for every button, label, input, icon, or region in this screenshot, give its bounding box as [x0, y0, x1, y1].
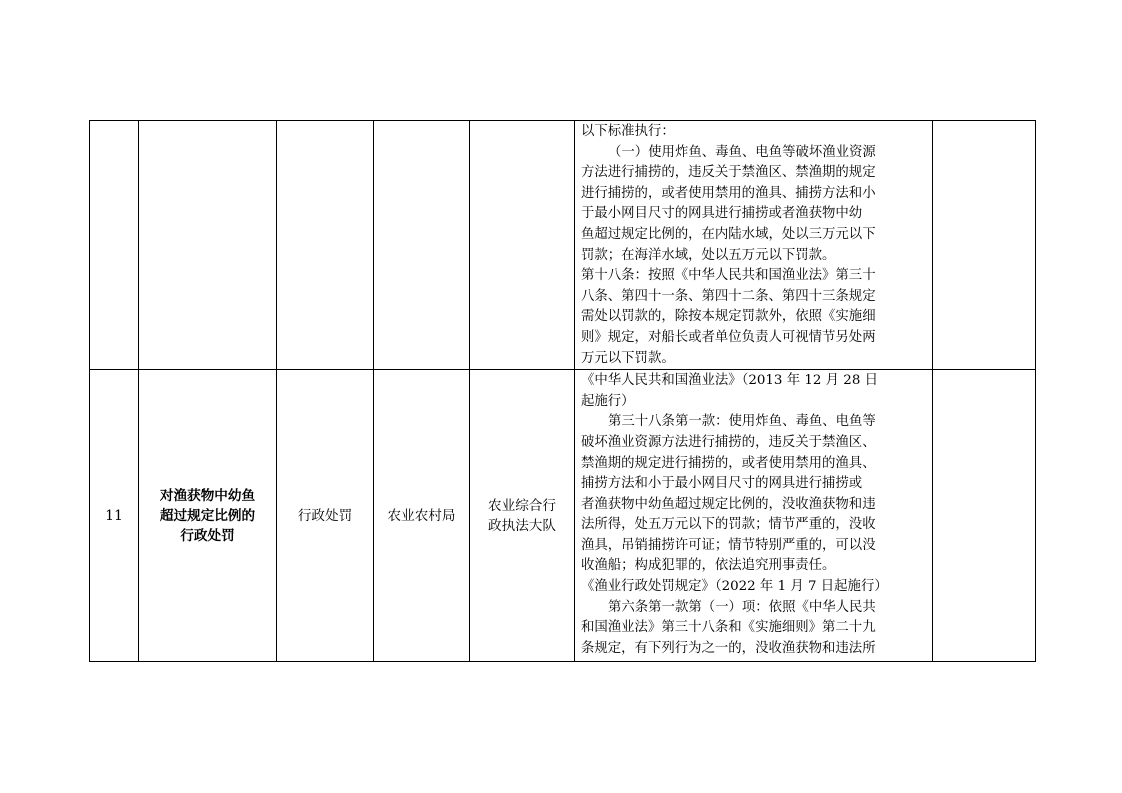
legal-basis-line: 第十八条：按照《中华人民共和国渔业法》第三十	[581, 268, 876, 284]
legal-basis-line: 第六条第一款第（一）项：依照《中华人民共	[608, 599, 876, 615]
legal-basis-line: 《渔业行政处罚规定》（2022 年 1 月 7 日起施行）	[581, 579, 888, 595]
legal-basis-line: 渔具，吊销捕捞许可证；情节特别严重的，可以没	[581, 537, 876, 553]
legal-basis-line: 于最小网目尺寸的网具进行捕捞或者渔获物中幼	[581, 206, 863, 222]
executor-line: 农业综合行	[488, 497, 556, 514]
legal-basis-line: 捕捞方法和小于最小网目尺寸的网具进行捕捞或	[581, 476, 863, 492]
department-cell: 农业农村局	[374, 370, 470, 662]
executor-cell	[470, 121, 575, 370]
category-cell	[277, 121, 374, 370]
penalty-table	[89, 120, 1036, 662]
legal-basis-line: 和国渔业法》第三十八条和《实施细则》第二十九	[581, 620, 876, 636]
remarks-cell	[933, 370, 1036, 662]
legal-basis-line: 起施行）	[581, 393, 635, 409]
legal-basis-line: 以下标准执行：	[581, 124, 675, 139]
legal-basis-line: 条规定，有下列行为之一的，没收渔获物和违法所	[581, 640, 876, 656]
legal-basis-cell	[575, 121, 933, 370]
executor-line: 政执法大队	[488, 517, 556, 534]
legal-basis-line: 第三十八条第一款：使用炸鱼、毒鱼、电鱼等	[608, 414, 876, 430]
table-row	[90, 370, 1036, 662]
remarks-cell	[933, 121, 1036, 370]
legal-basis-line: （一）使用炸鱼、毒鱼、电鱼等破坏渔业资源	[608, 144, 876, 160]
category-cell: 行政处罚	[277, 370, 374, 662]
item-name-cell	[139, 370, 277, 662]
legal-basis-line: 需处以罚款的，除按本规定罚款外，依照《实施细	[581, 309, 876, 325]
legal-basis-line: 则》规定，对船长或者单位负责人可视情节另处两	[581, 329, 876, 345]
legal-basis-cell	[575, 370, 933, 662]
item-name-line: 对渔获物中幼鱼	[159, 487, 256, 504]
legal-basis-line: 万元以下罚款。	[581, 350, 675, 366]
item-name-cell	[139, 121, 277, 370]
legal-basis-text	[575, 121, 932, 369]
legal-basis-text	[575, 370, 932, 659]
executor-cell	[470, 370, 575, 662]
legal-basis-line: 罚款；在海洋水域，处以五万元以下罚款。	[581, 247, 836, 263]
legal-basis-line: 进行捕捞的，或者使用禁用的渔具、捕捞方法和小	[581, 185, 876, 201]
legal-basis-line: 鱼超过规定比例的，在内陆水域，处以三万元以下	[581, 226, 876, 242]
legal-basis-line: 者渔获物中幼鱼超过规定比例的，没收渔获物和违	[581, 496, 876, 512]
legal-basis-line: 破坏渔业资源方法进行捕捞的，违反关于禁渔区、	[581, 434, 876, 450]
legal-basis-line: 八条、第四十一条、第四十二条、第四十三条规定	[581, 288, 876, 304]
item-name-line: 超过规定比例的	[159, 507, 256, 524]
legal-basis-line: 《中华人民共和国渔业法》（2013 年 12 月 28 日	[581, 373, 878, 389]
legal-basis-line: 收渔船；构成犯罪的，依法追究刑事责任。	[581, 558, 836, 574]
legal-basis-line: 法所得，处五万元以下的罚款；情节严重的，没收	[581, 517, 876, 533]
row-number-cell	[90, 121, 139, 370]
row-number-cell: 11	[90, 370, 139, 662]
item-name-line: 行政处罚	[180, 527, 235, 544]
department-cell	[374, 121, 470, 370]
table-row	[90, 121, 1036, 370]
legal-basis-line: 禁渔期的规定进行捕捞的，或者使用禁用的渔具、	[581, 455, 876, 471]
legal-basis-line: 方法进行捕捞的，违反关于禁渔区、禁渔期的规定	[581, 165, 876, 181]
